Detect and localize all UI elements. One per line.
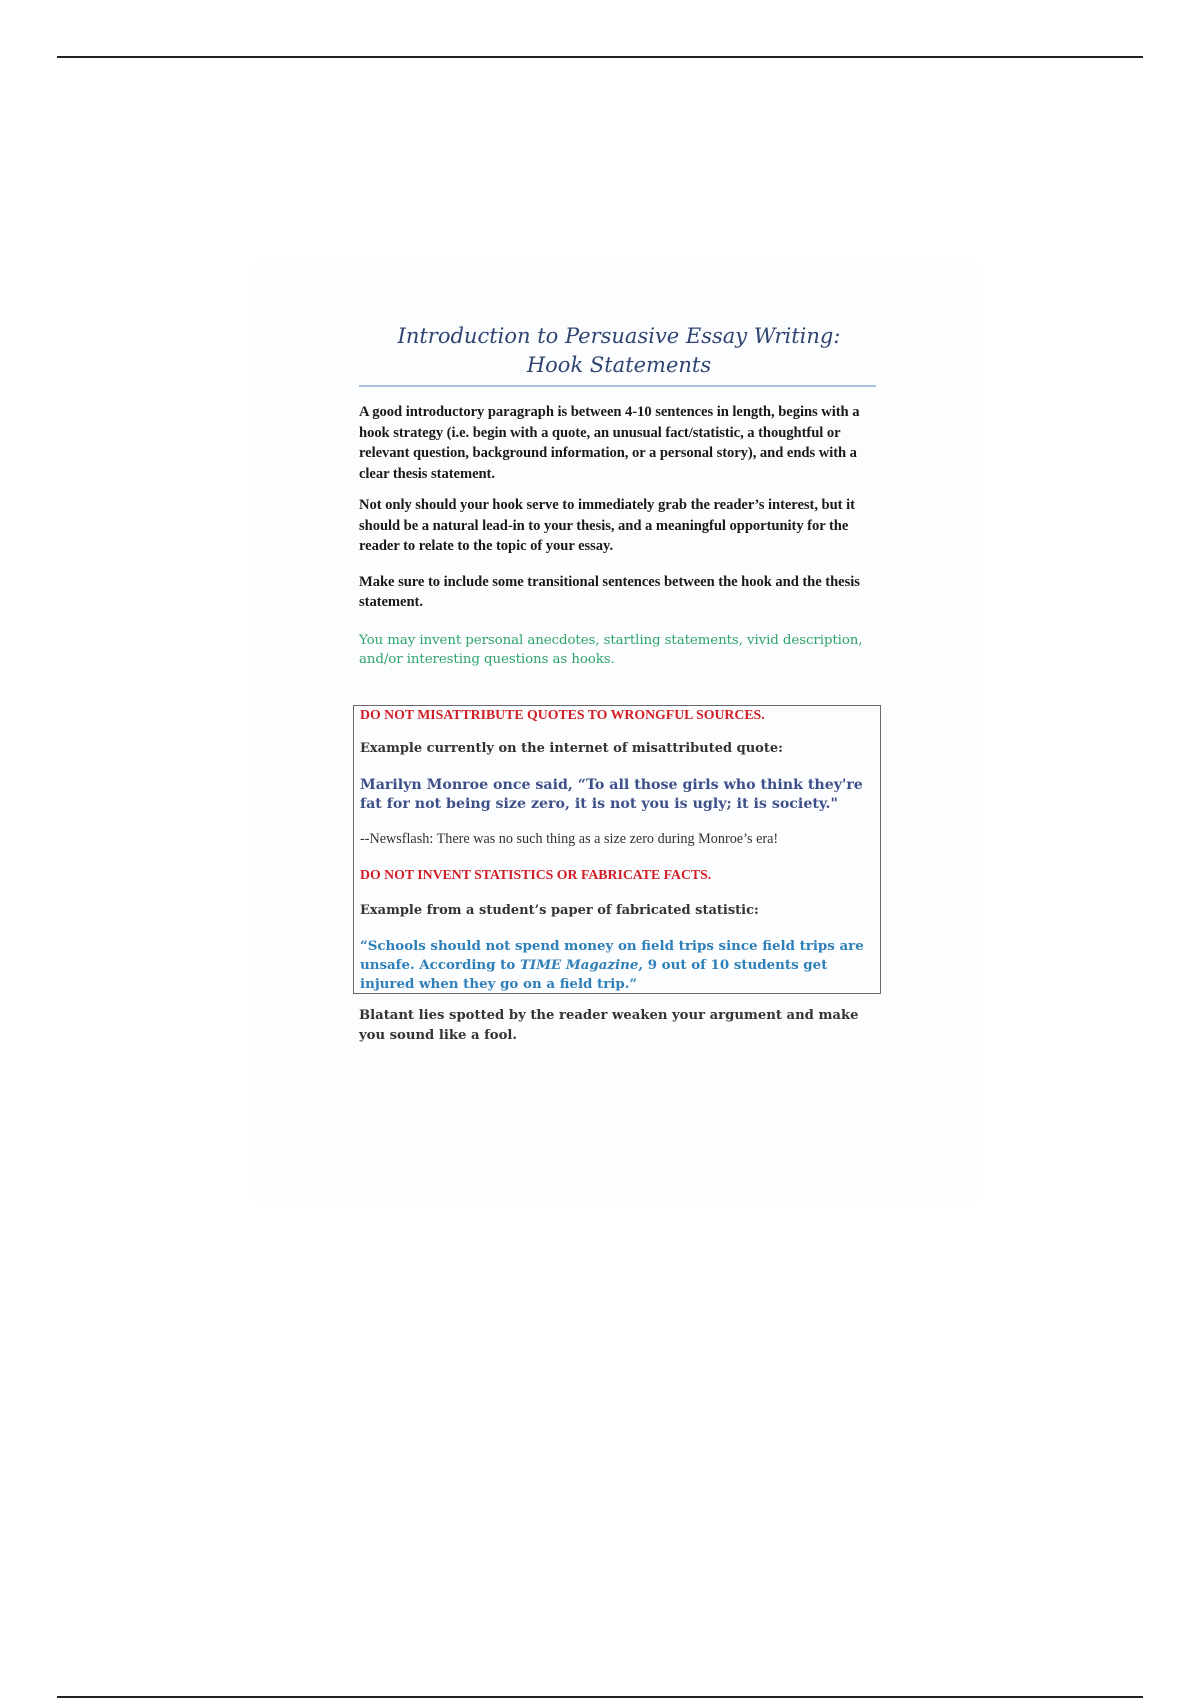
newsflash-note: --Newsflash: There was no such thing as a size zero during Monroe’s era!: [360, 831, 779, 847]
title-line-1: Introduction to Persuasive Essay Writing:: [397, 324, 841, 348]
misattribute-warning: DO NOT MISATTRIBUTE QUOTES TO WRONGFUL SOURCES.: [360, 707, 765, 722]
closing-paragraph: Blatant lies spotted by the reader weaken your argument and make you sound like a fool.: [359, 1008, 859, 1043]
misattributed-quote: Marilyn Monroe once said, “To all those girls who think they're fat for not being size zero, it is not you is ugly; it is society.": [360, 777, 863, 812]
invent-hooks-note: You may invent personal anecdotes, startling statements, vivid description, and/or interesting questions as hooks.: [359, 632, 863, 667]
top-rule: [57, 56, 1143, 58]
title-underline: [359, 385, 876, 387]
document-page: [255, 262, 977, 1202]
fabricated-quote: [360, 937, 874, 994]
fabricate-warning: DO NOT INVENT STATISTICS OR FABRICATE FACTS.: [360, 867, 712, 882]
intro-paragraph: A good introductory paragraph is between 4-10 sentences in length, begins with a hook strategy (i.e. begin with a quote, an unusual fact/statistic, a thoughtful or relevant question, background information, or a personal story), and ends with a clear thesis statement.: [359, 404, 860, 482]
document-content: [359, 262, 879, 682]
fabricated-example-label: Example from a student’s paper of fabricated statistic:: [360, 903, 759, 918]
magazine-name: TIME Magazine: [519, 957, 639, 973]
document-title: [359, 322, 879, 380]
fabricated-quote-end: , 9 out of 10 students get injured when they go on a field trip.”: [360, 957, 828, 992]
fabricated-quote-start: “Schools should not spend money on field trips since field trips are unsafe. According to: [360, 938, 864, 973]
warning-box: [353, 705, 881, 994]
transition-paragraph: Make sure to include some transitional sentences between the hook and the thesis statement.: [359, 573, 860, 610]
title-line-2: Hook Statements: [526, 353, 712, 377]
misattributed-example-label: Example currently on the internet of misattributed quote:: [360, 741, 783, 756]
bottom-rule: [57, 1696, 1143, 1698]
hook-paragraph: Not only should your hook serve to immediately grab the reader’s interest, but it should be a natural lead-in to your thesis, and a meaningful opportunity for the reader to relate to the topic of your essay.: [359, 497, 855, 554]
